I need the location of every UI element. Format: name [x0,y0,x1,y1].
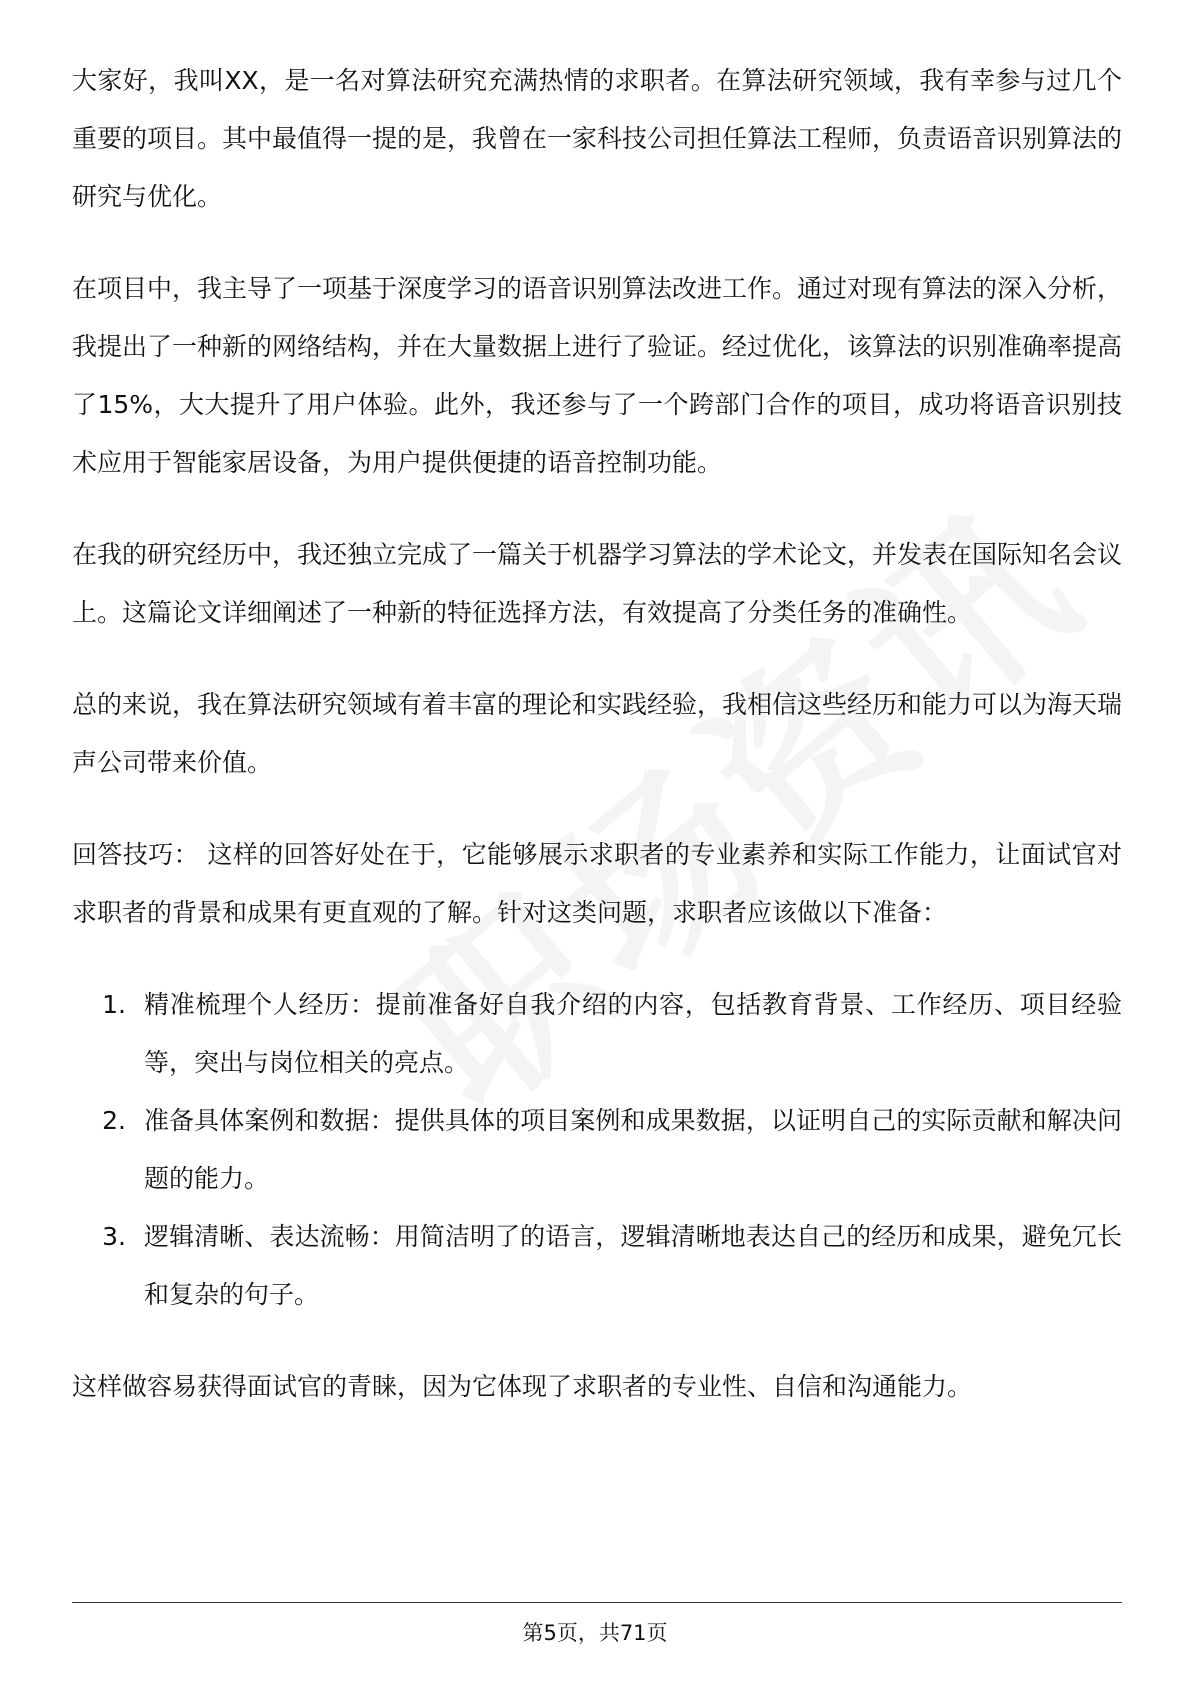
list-item [72,1208,1122,1324]
paragraph-project: 在项目中，我主导了一项基于深度学习的语音识别算法改进工作。通过对现有算法的深入分析，我提出了一种新的网络结构，并在大量数据上进行了验证。经过优化，该算法的识别准确率提高了15%，大大提升了用户体验。此外，我还参与了一个跨部门合作的项目，成功将语音识别技术应用于智能家居设备，为用户提供便捷的语音控制功能。 [72,274,1123,477]
paragraph-closing: 这样做容易获得面试官的青睐，因为它体现了求职者的专业性、自信和沟通能力。 [72,1372,973,1401]
paragraph-answer-tips: 回答技巧： 这样的回答好处在于，它能够展示求职者的专业素养和实际工作能力，让面试官对求职者的背景和成果有更直观的了解。针对这类问题，求职者应该做以下准备： [72,840,1122,927]
preparation-list [72,976,1122,1324]
document-body [72,52,1122,1450]
paragraph-intro: 大家好，我叫XX，是一名对算法研究充满热情的求职者。在算法研究领域，我有幸参与过几个重要的项目。其中最值得一提的是，我曾在一家科技公司担任算法工程师，负责语音识别算法的研究与优化。 [72,66,1123,211]
footer-divider [72,1602,1122,1603]
list-item [72,976,1122,1092]
paragraph-research: 在我的研究经历中，我还独立完成了一篇关于机器学习算法的学术论文，并发表在国际知名会议上。这篇论文详细阐述了一种新的特征选择方法，有效提高了分类任务的准确性。 [72,540,1123,627]
paragraph-summary: 总的来说，我在算法研究领域有着丰富的理论和实践经验，我相信这些经历和能力可以为海天瑞声公司带来价值。 [72,690,1123,777]
list-item-number: 3. [102,1222,126,1251]
list-item-text: 精准梳理个人经历：提前准备好自我介绍的内容，包括教育背景、工作经历、项目经验等，突出与岗位相关的亮点。 [144,990,1122,1077]
page-number: 第5页，共71页 [522,1621,668,1645]
list-item-number: 1. [102,990,126,1019]
list-item-text: 逻辑清晰、表达流畅：用简洁明了的语言，逻辑清晰地表达自己的经历和成果，避免冗长和复杂的句子。 [144,1222,1122,1309]
list-item [72,1092,1122,1208]
list-item-text: 准备具体案例和数据：提供具体的项目案例和成果数据，以证明自己的实际贡献和解决问题的能力。 [144,1106,1122,1193]
list-item-number: 2. [102,1106,126,1135]
